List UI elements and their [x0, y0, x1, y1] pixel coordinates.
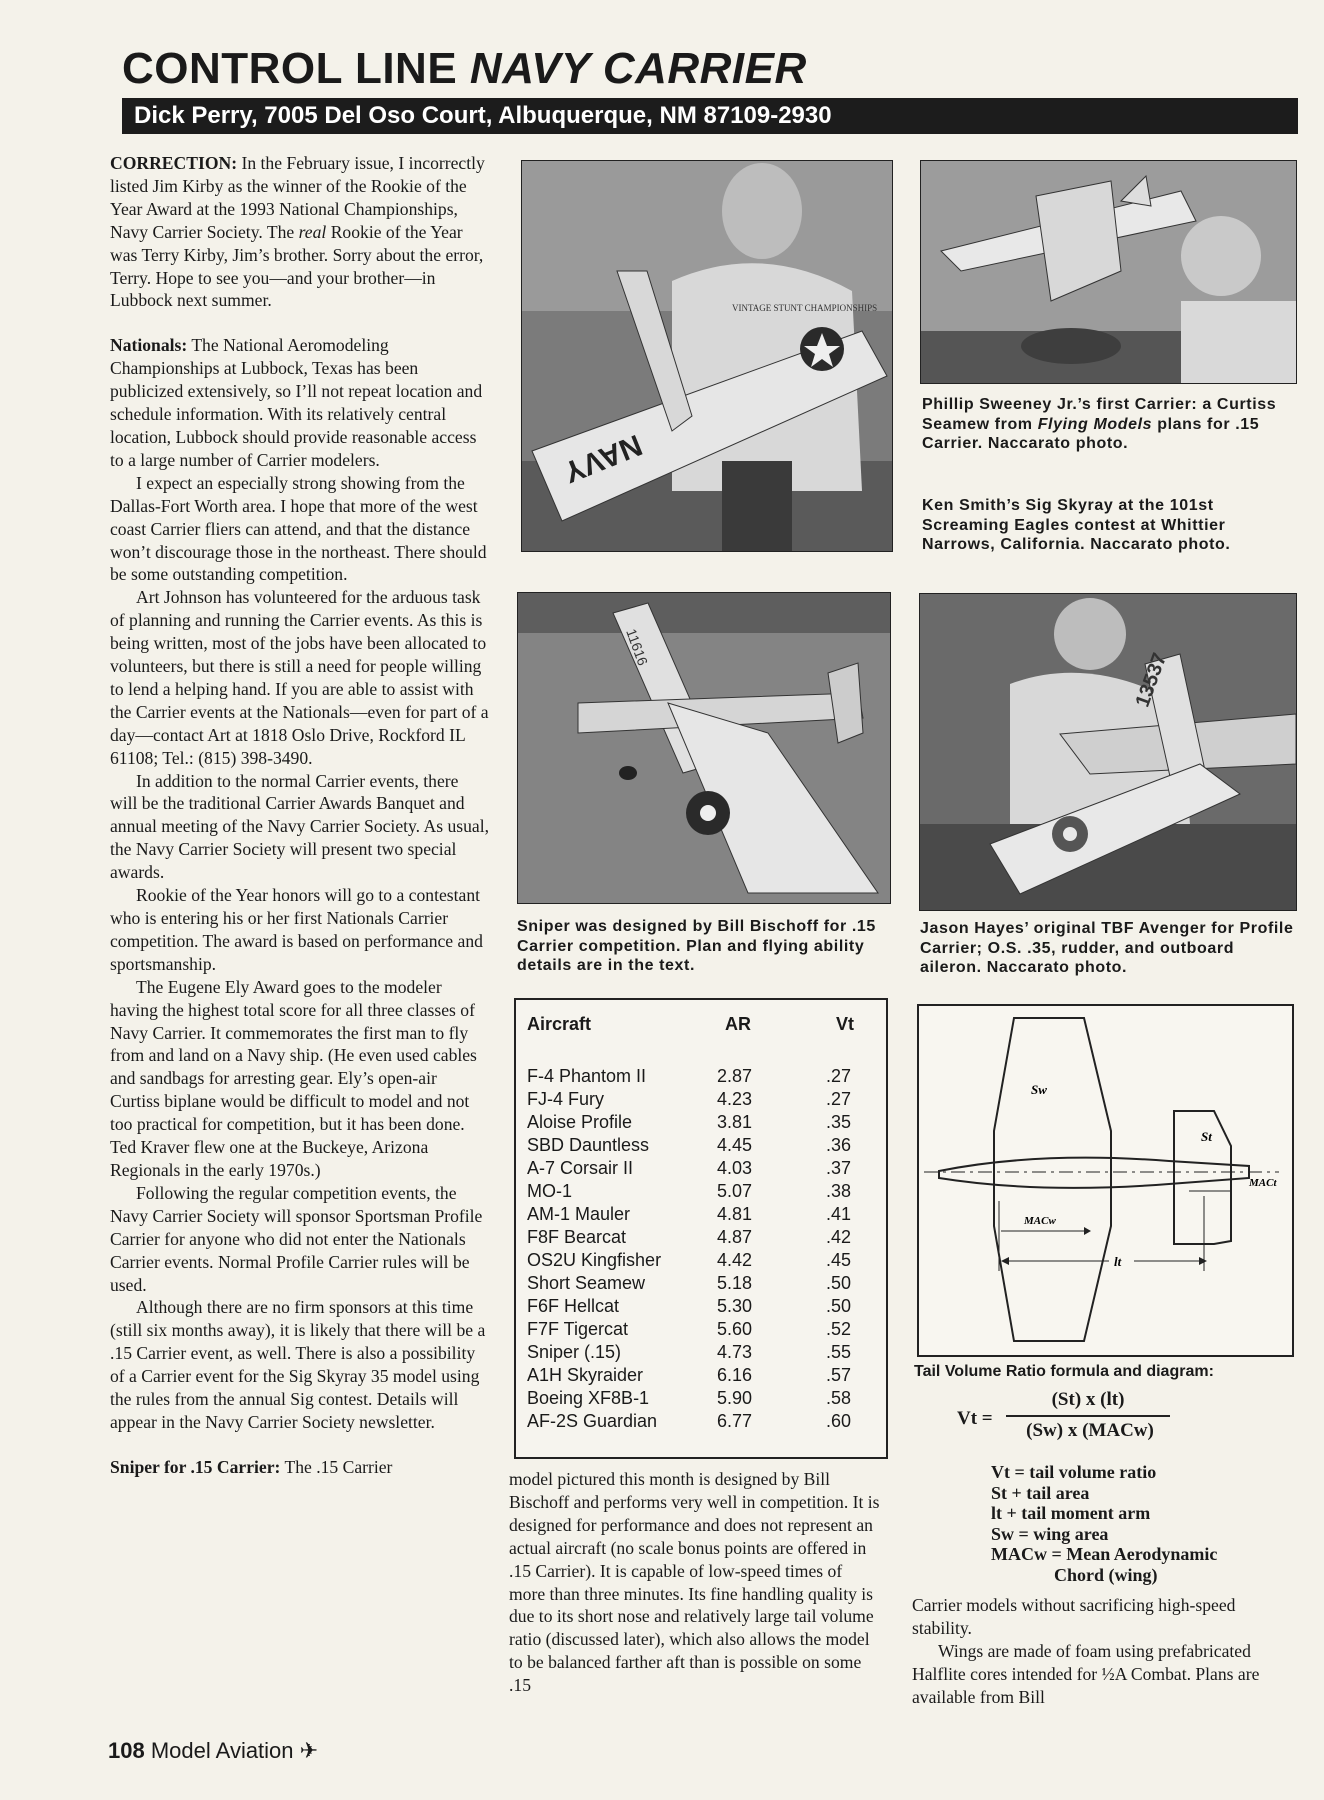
column-3-text [912, 1594, 1298, 1709]
caption-sweeney-em: Flying Models [1037, 415, 1153, 433]
cell-vt: .27 [826, 1066, 852, 1086]
cell-ar: 4.87 [717, 1227, 753, 1247]
page-footer [108, 1738, 318, 1764]
paragraph-wings: Wings are made of foam using prefabricated Halflite cores intended for ½A Combat. Plans are available from Bill [912, 1640, 1260, 1707]
cell-aircraft: F6F Hellcat [527, 1296, 620, 1316]
cell-ar: 5.60 [717, 1319, 753, 1339]
table-row [516, 1364, 886, 1387]
table-row [516, 1410, 886, 1433]
cell-vt: .35 [826, 1112, 852, 1132]
cell-aircraft: F-4 Phantom II [527, 1066, 647, 1086]
cell-aircraft: A-7 Corsair II [527, 1158, 634, 1178]
cell-aircraft: Aloise Profile [527, 1112, 633, 1132]
paragraph-stability: Carrier models without sacrificing high-speed stability. [912, 1595, 1236, 1638]
correction-text-b: Rookie of the Year was Terry Kirby, Jim’s brother. Sorry about the error, Terry. Hope to see you—and your brother—in Lubbock next summer. [110, 221, 484, 311]
cell-ar: 4.42 [717, 1250, 753, 1270]
caption-diagram: Tail Volume Ratio formula and diagram: [914, 1363, 1214, 1380]
paragraph-nationals [110, 334, 490, 471]
cell-vt: .41 [826, 1204, 852, 1224]
airplane-icon: ✈ [299, 1738, 319, 1763]
table-row [516, 1387, 886, 1410]
title-navy-carrier: NAVY CARRIER [469, 44, 807, 93]
column-2-text [509, 1468, 881, 1697]
cell-ar: 3.81 [717, 1112, 753, 1132]
paragraph-sportsman: Following the regular competition events, the Navy Carrier Society will sponsor Sportsman Profile Carrier for anyone who did not enter the Nationals Carrier events. Normal Profile Carrier rules will be used. [110, 1182, 483, 1295]
formula-fraction-bar [1006, 1415, 1170, 1417]
formula-lhs: Vt = [957, 1408, 993, 1429]
label-lt: lt [1114, 1254, 1122, 1269]
cell-vt: .38 [826, 1181, 852, 1201]
aircraft-table [514, 998, 888, 1459]
nationals-label: Nationals: [110, 335, 188, 356]
paragraph-dallas: I expect an especially strong showing from the Dallas-Fort Worth area. I hope that more of the west coast Carrier fliers can attend, and that the distance won’t discourage those in the northeast. There should be some outstanding competition. [110, 472, 487, 585]
svg-text:11616: 11616 [623, 626, 652, 668]
seamew-illustration [921, 161, 1296, 383]
formula-legend: Vt = tail volume ratio St + tail area lt + tail moment arm Sw = wing area MACw = Mean Aerodynamic Chord (wing) [991, 1462, 1218, 1585]
table-row [516, 1295, 886, 1318]
table-row [516, 1157, 886, 1180]
column-1 [110, 152, 490, 1479]
caption-sweeney-b: plans for .15 Carrier. Naccarato photo. [922, 415, 1260, 452]
header-ar: AR [725, 1014, 751, 1034]
page-title [122, 44, 807, 94]
cell-ar: 4.03 [717, 1158, 753, 1178]
sniper-illustration [518, 593, 890, 903]
photo-hayes-avenger [919, 593, 1297, 911]
table-row [516, 1134, 886, 1157]
paragraph-sponsors: Although there are no firm sponsors at this time (still six months away), it is likely that there will be a .15 Carrier event, as well. There is also a possibility of a Carrier event for the Sig Skyray 35 model using the rules from the annual Sig contest. Details will appear in the Navy Carrier Society newsletter. [110, 1297, 486, 1432]
cell-vt: .37 [826, 1158, 852, 1178]
cell-vt: .60 [826, 1411, 852, 1431]
caption-sniper: Sniper was designed by Bill Bischoff for .15 Carrier competition. Plan and flying ability details are in the text. [517, 918, 876, 974]
cell-vt: .57 [826, 1365, 852, 1385]
author-byline [122, 98, 1298, 134]
cell-aircraft: F8F Bearcat [527, 1227, 627, 1247]
paragraph-art-johnson: Art Johnson has volunteered for the arduous task of planning and running the Carrier events. As this is being written, most of the jobs have been allocated to volunteers, but there is still a need for people willing to lend a helping hand. If you are able to assist with the Carrier events at the Nationals—even for part of a day—contact Art at 1818 Oslo Drive, Rockford IL 61108; Tel.: (815) 398-3490. [110, 587, 489, 768]
table-row [516, 1272, 886, 1295]
sniper-label: Sniper for .15 Carrier: [110, 1456, 281, 1477]
paragraph-rookie: Rookie of the Year honors will go to a contestant who is entering his or her first Nationals Carrier competition. The award is based on performance and sportsmanship. [110, 885, 483, 974]
formula-denominator: (Sw) x (MACw) [1026, 1420, 1154, 1441]
correction-label: CORRECTION: [110, 153, 238, 173]
label-st: St [1201, 1129, 1212, 1144]
photo-sniper [517, 592, 891, 904]
table-row [516, 1088, 886, 1111]
nationals-text: The National Aeromodeling Championships at Lubbock, Texas has been publicized extensively, so I’ll not repeat location and schedule information. With its relatively central location, Lubbock should provide reasonable access to a large number of Carrier modelers. [110, 335, 483, 470]
cell-ar: 6.77 [717, 1411, 753, 1431]
magazine-name: Model Aviation [150, 1738, 294, 1763]
cell-vt: .52 [826, 1319, 852, 1339]
cell-ar: 5.30 [717, 1296, 753, 1316]
cell-ar: 5.18 [717, 1273, 753, 1293]
cell-ar: 5.90 [717, 1388, 753, 1408]
header-vt: Vt [836, 1014, 854, 1034]
wing-tail-planform [919, 1006, 1292, 1355]
header-aircraft: Aircraft [527, 1014, 592, 1034]
photo-navy-model [521, 160, 893, 552]
paragraph-banquet: In addition to the normal Carrier events, there will be the traditional Carrier Awards Banquet and annual meeting of the Navy Carrier Society. As usual, the Navy Carrier Society will present two special awards. [110, 770, 489, 883]
photo-sweeney-seamew [920, 160, 1297, 384]
cell-ar: 4.73 [717, 1342, 753, 1362]
navy-lettering: NAVY [558, 427, 647, 489]
paragraph-sniper-intro [110, 1456, 490, 1479]
tshirt-lettering: VINTAGE STUNT CHAMPIONSHIPS [732, 303, 878, 313]
paragraph-sniper-detail: model pictured this month is designed by Bill Bischoff and performs very well in competition. It is designed for performance and does not represent an actual aircraft (no scale bonus points are offered in .15 Carrier). It is capable of low-speed times of more than three minutes. Its fine handling quality is due to its short nose and relatively large tail volume ratio (discussed later), which also allows the model to be balanced farther aft than is possible on some .15 [509, 1469, 880, 1696]
page-number: 108 [108, 1738, 145, 1763]
cell-aircraft: OS2U Kingfisher [527, 1250, 662, 1270]
correction-emphasis: real [298, 221, 327, 242]
formula-numerator: (St) x (lt) [1051, 1389, 1125, 1410]
caption-smith: Ken Smith’s Sig Skyray at the 101st Screaming Eagles contest at Whittier Narrows, California. Naccarato photo. [922, 497, 1231, 553]
table-row [516, 1065, 886, 1088]
cell-aircraft: F7F Tigercat [527, 1319, 629, 1339]
avenger-illustration [920, 594, 1296, 910]
label-macw: MACw [1024, 1215, 1056, 1227]
cell-vt: .50 [826, 1296, 852, 1316]
table-row [516, 1341, 886, 1364]
cell-aircraft: Boeing XF8B-1 [527, 1388, 650, 1408]
cell-vt: .36 [826, 1135, 852, 1155]
table-row [516, 1111, 886, 1134]
table-row [516, 1226, 886, 1249]
paragraph-ely-award: The Eugene Ely Award goes to the modeler having the highest total score for all three classes of Navy Carrier. It commemorates the first man to fly from and land on a Navy ship. (He even used cables and sandbags for arresting gear. Ely’s open-air Curtiss biplane would be difficult to model and not too practical for competition, but it has been done. Ted Kraver flew one at the Buckeye, Arizona Regionals in the early 1970s.) [110, 976, 477, 1180]
table-row [516, 1180, 886, 1203]
title-control-line: CONTROL LINE [122, 44, 458, 93]
cell-ar: 6.16 [717, 1365, 753, 1385]
cell-aircraft: Sniper (.15) [527, 1342, 622, 1362]
cell-aircraft: FJ-4 Fury [527, 1089, 605, 1109]
correction-text-a: In the February issue, I incorrectly listed Jim Kirby as the winner of the Rookie of the Year Award at the 1993 National Championships, Navy Carrier Society. The [110, 153, 485, 242]
avenger-number: 13537 [1131, 650, 1172, 710]
table-row [516, 1203, 886, 1226]
tail-volume-diagram [917, 1004, 1294, 1357]
cell-vt: .58 [826, 1388, 852, 1408]
paragraph-correction [110, 152, 490, 312]
label-sw: Sw [1031, 1082, 1047, 1097]
cell-ar: 5.07 [717, 1181, 753, 1201]
table-row [516, 1318, 886, 1341]
cell-vt: .42 [826, 1227, 852, 1247]
byline-text: Dick Perry, 7005 Del Oso Court, Albuquerque, NM 87109-2930 [134, 102, 832, 129]
cell-vt: .45 [826, 1250, 852, 1270]
caption-sweeney [922, 395, 1300, 454]
label-mact: MACt [1249, 1177, 1277, 1189]
navy-model-illustration [522, 161, 892, 551]
cell-aircraft: AM-1 Mauler [527, 1204, 631, 1224]
cell-ar: 4.23 [717, 1089, 753, 1109]
table-header-row [516, 1013, 886, 1036]
cell-aircraft: AF-2S Guardian [527, 1411, 658, 1431]
cell-vt: .50 [826, 1273, 852, 1293]
cell-aircraft: Short Seamew [527, 1273, 646, 1293]
cell-aircraft: A1H Skyraider [527, 1365, 644, 1385]
cell-ar: 4.81 [717, 1204, 753, 1224]
cell-ar: 4.45 [717, 1135, 753, 1155]
caption-hayes: Jason Hayes’ original TBF Avenger for Profile Carrier; O.S. .35, rudder, and outboard aileron. Naccarato photo. [920, 920, 1294, 976]
table-row [516, 1249, 886, 1272]
sniper-text: The .15 Carrier [280, 1456, 393, 1477]
cell-aircraft: MO-1 [527, 1181, 572, 1201]
cell-aircraft: SBD Dauntless [527, 1135, 650, 1155]
cell-ar: 2.87 [717, 1066, 753, 1086]
cell-vt: .27 [826, 1089, 852, 1109]
caption-sweeney-a: Phillip Sweeney Jr.’s first Carrier: a Curtiss Seamew from [922, 396, 1277, 433]
cell-vt: .55 [826, 1342, 852, 1362]
